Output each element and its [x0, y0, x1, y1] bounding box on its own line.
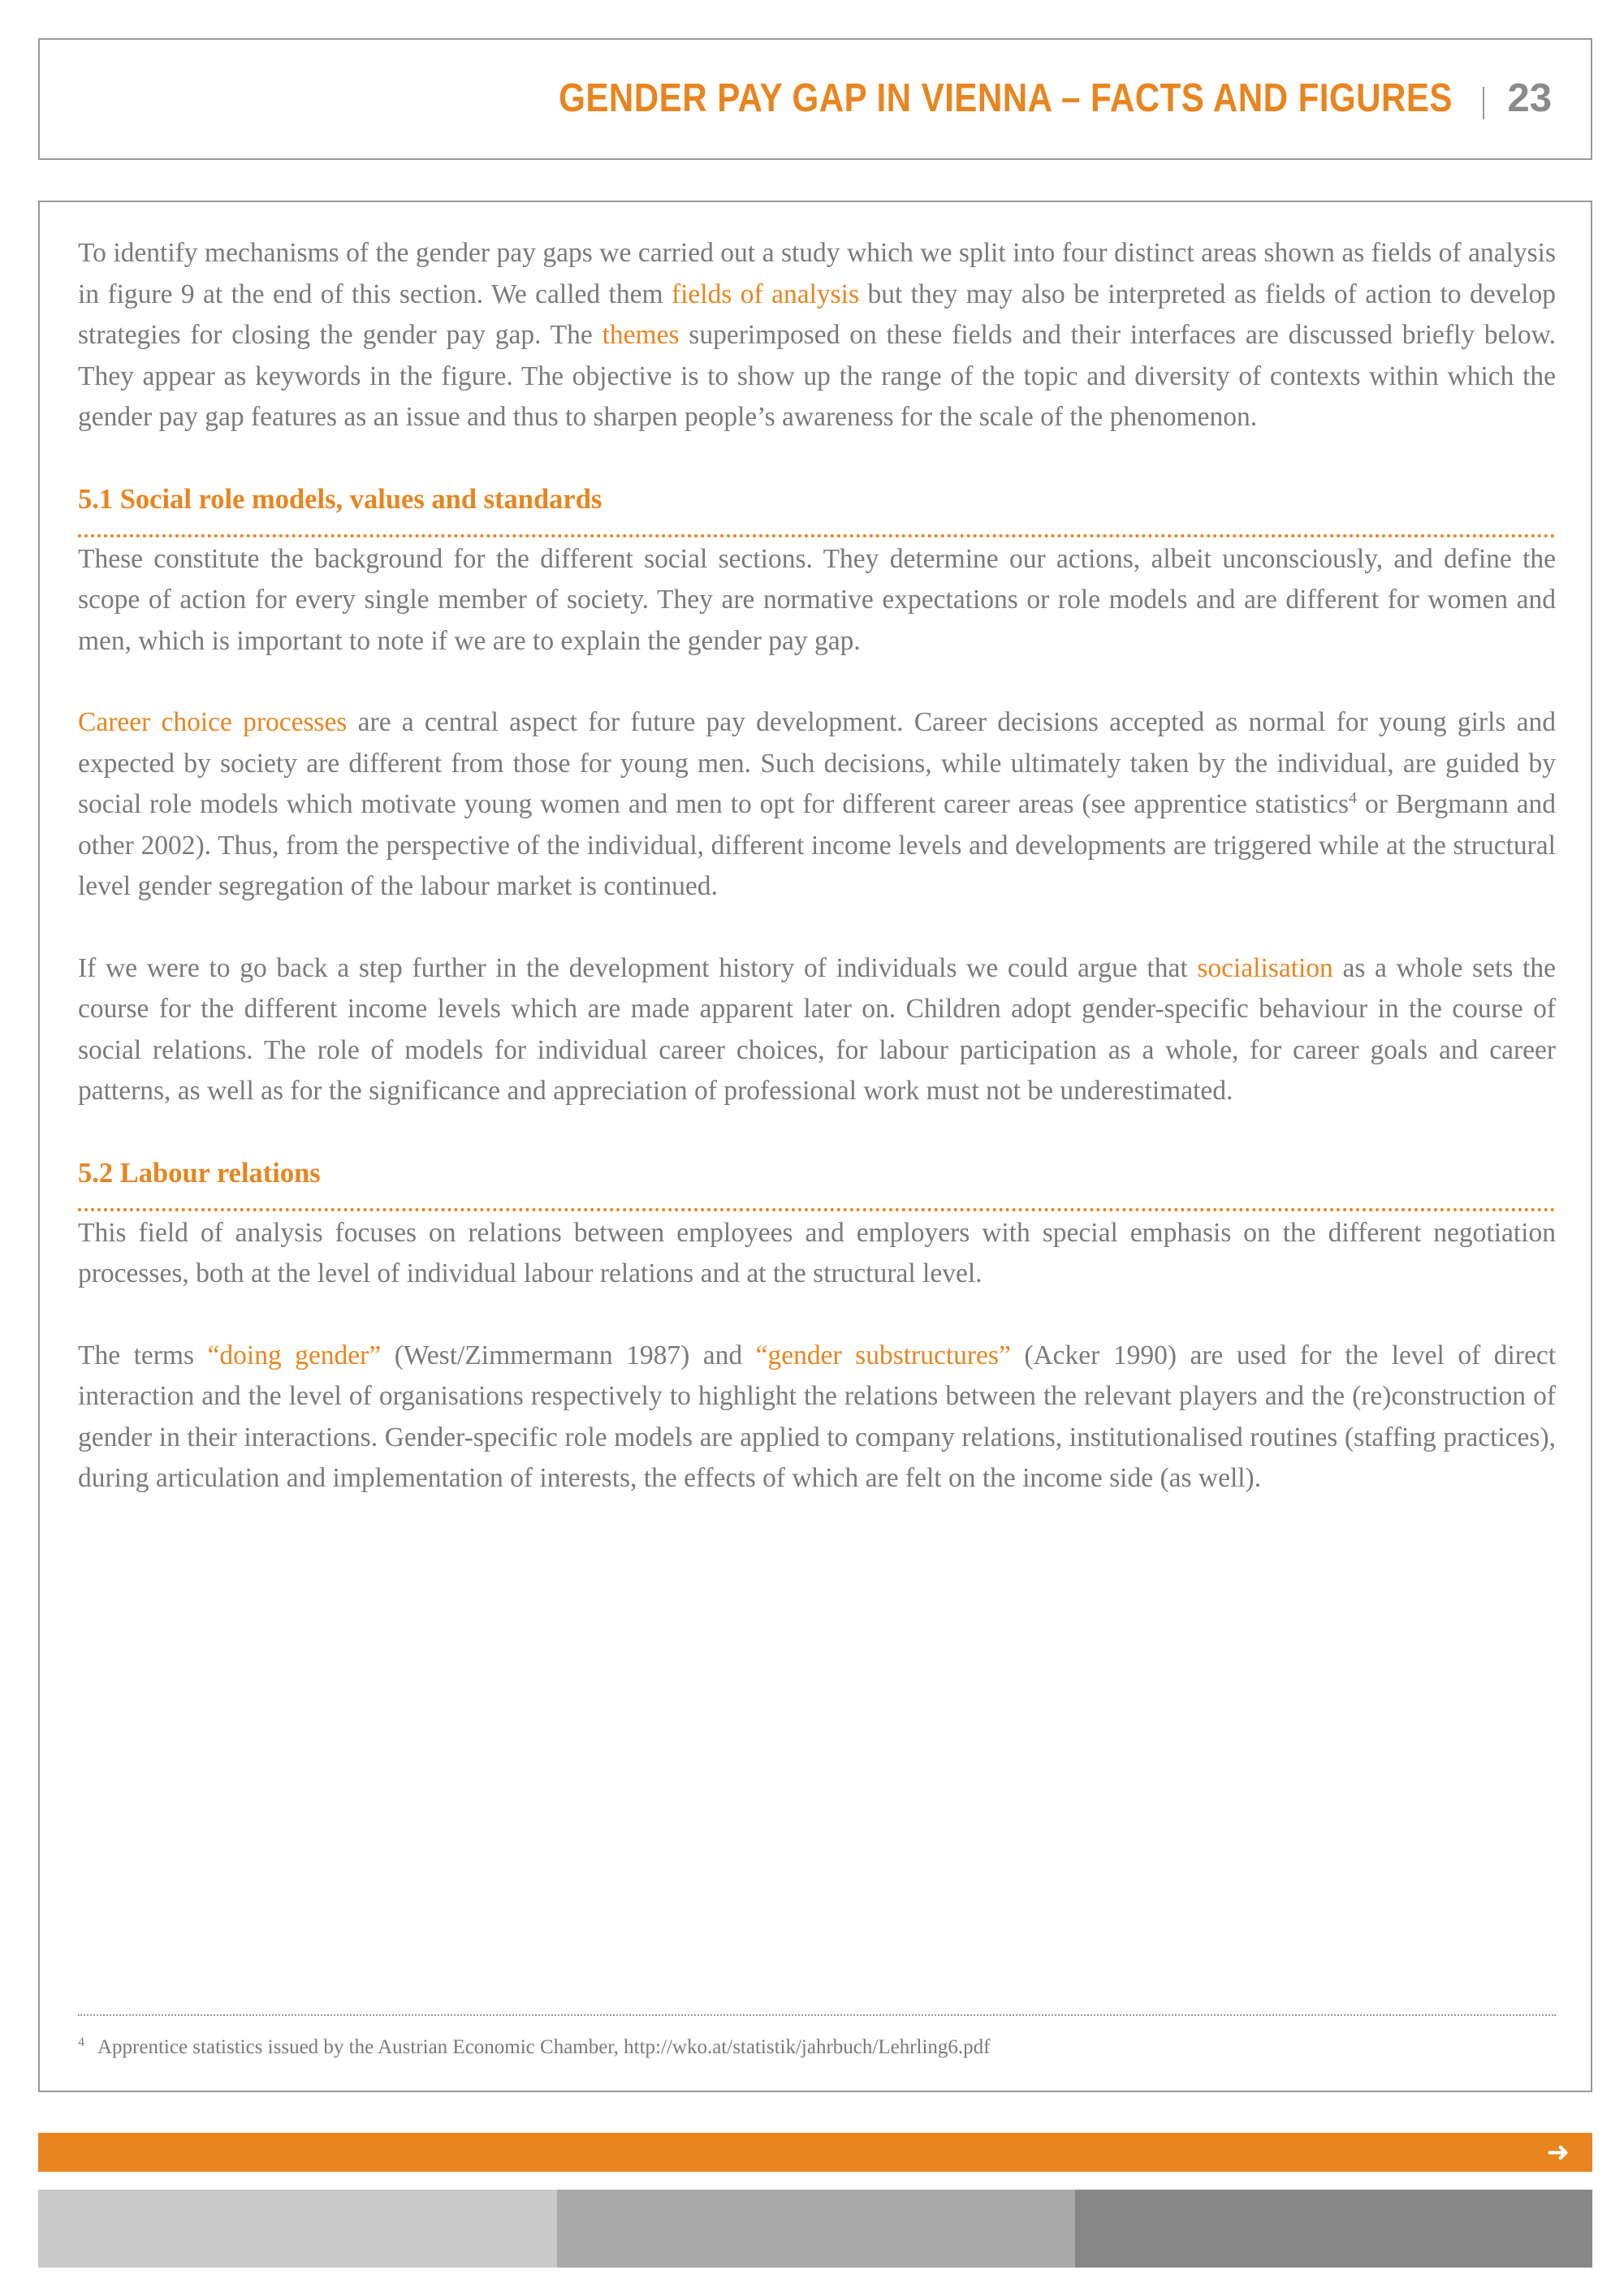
header-divider	[1483, 87, 1484, 119]
footnote-marker[interactable]: 4	[1349, 788, 1358, 807]
section-5-1-paragraph-3	[78, 948, 1556, 1112]
text-run: are a central aspect for future pay development. Career decisions accepted as normal for young girls and expected by society are different from those for young men. Such decisions, while ultimately taken by the individual, are guided by social role models which motivate young women and men to opt for different career areas (see apprentice statistics	[78, 707, 1556, 819]
text-run: If we were to go back a step further in the development history of individuals we could argue that	[78, 952, 1198, 983]
section-heading-5-2: 5.2 Labour relations	[78, 1157, 321, 1189]
footnote-text: Apprentice statistics issued by the Austrian Economic Chamber, http://wko.at/statistik/jahrbuch/Lehrling6.pdf	[97, 2036, 991, 2058]
footer-accent-bar	[38, 2133, 1592, 2172]
text-run: or Bergmann and other 2002). Thus, from the perspective of the individual, different income levels and developments are triggered while at the structural level gender segregation of the labour market is continued.	[78, 789, 1556, 901]
footnote-number: 4	[78, 2035, 84, 2049]
highlight-term: fields of analysis	[671, 278, 860, 309]
section-5-2-paragraph-1: This field of analysis focuses on relations between employees and employers with special emphasis on the different negotiation processes, both at the level of individual labour relations and at the structural level.	[78, 1217, 1556, 1288]
text-run: as a whole sets the course for the different income levels which are made apparent later on. Children adopt gender-specific behaviour in the course of social relations. The role of models for individual career choices, for labour participation as a whole, for career goals and career patterns, as well as for the significance and appreciation of professional work must not be underestimated.	[78, 952, 1556, 1106]
content-panel	[38, 201, 1592, 2092]
footer-block-light	[38, 2190, 557, 2268]
highlight-term: “gender substructures”	[755, 1340, 1011, 1370]
section-divider	[78, 534, 1556, 537]
section-5-1-paragraph-1: These constitute the background for the different social sections. They determine our actions, albeit unconsciously, and define the scope of action for every single member of society. They are normative expectations or role models and are different for women and men, which is important to note if we are to explain the gender pay gap.	[78, 543, 1556, 656]
footer-block-medium	[557, 2190, 1075, 2268]
text-run: but they may also be interpreted as fields of action to develop strategies for closing the gender pay gap. The	[78, 278, 1556, 350]
section-heading-5-1: 5.1 Social role models, values and standards	[78, 483, 603, 515]
content-body	[78, 233, 1556, 1500]
text-run: The terms	[78, 1340, 208, 1370]
section-5-2-paragraph-2	[78, 1336, 1556, 1500]
page-header	[38, 38, 1592, 160]
footnote	[78, 2035, 1556, 2061]
highlight-term: themes	[602, 320, 680, 350]
footnote-divider	[78, 2014, 1556, 2016]
section-divider	[78, 1208, 1556, 1211]
highlight-term: “doing gender”	[207, 1340, 382, 1370]
section-5-1-paragraph-2	[78, 702, 1556, 908]
text-run: (Acker 1990) are used for the level of direct interaction and the level of organisations respectively to highlight the relations between the relevant players and the (re)construction of gender in their interactions. Gender-specific role models are applied to company relations, institutionalised routines (staffing practices), during articulation and implementation of interests, the effects of which are felt on the income side (as well).	[78, 1340, 1556, 1493]
page-number: 23	[1507, 76, 1552, 120]
document-title: GENDER PAY GAP IN VIENNA – FACTS AND FIGURES	[559, 76, 1453, 120]
arrow-right-icon[interactable]: ➜	[1546, 2136, 1570, 2169]
highlight-term: Career choice processes	[78, 707, 348, 737]
intro-paragraph	[78, 233, 1556, 438]
text-run: To identify mechanisms of the gender pay gaps we carried out a study which we split into four distinct areas shown as fields of analysis in figure 9 at the end of this section. We called them	[78, 238, 1556, 309]
text-run: superimposed on these fields and their interfaces are discussed briefly below. They appear as keywords in the figure. The objective is to show up the range of the topic and diversity of contexts within which the gender pay gap features as an issue and thus to sharpen people’s awareness for the scale of the phenomenon.	[78, 320, 1556, 432]
footer-block-dark	[1075, 2190, 1592, 2268]
text-run: (West/Zimmermann 1987) and	[381, 1340, 756, 1370]
highlight-term: socialisation	[1197, 952, 1333, 983]
